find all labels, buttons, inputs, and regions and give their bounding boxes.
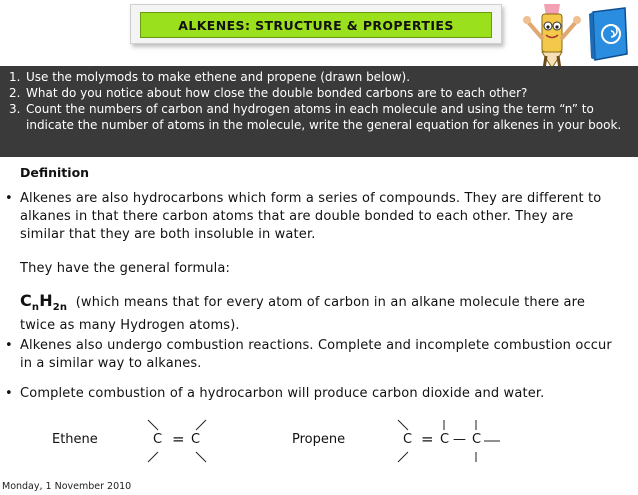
ethene-carbon-2: C xyxy=(191,432,201,447)
ethene-label: Ethene xyxy=(52,432,98,447)
instruction-text: Count the numbers of carbon and hydrogen atoms in each molecule and using the term “n” to indicate the number of atoms in the molecule, write the general equation for alkenes in your book. xyxy=(26,102,622,132)
page-title: ALKENES: STRUCTURE & PROPERTIES xyxy=(140,12,492,38)
instruction-item xyxy=(9,101,632,133)
ethene-hydrogen-bonds xyxy=(118,410,228,472)
general-formula: $C_nH_{2n}$ xyxy=(20,291,68,314)
instruction-number: 1. xyxy=(9,70,21,84)
propene-double-bond: = xyxy=(421,430,434,448)
bullet-para-combustion: • Alkenes also undergo combustion reactions. Complete and incomplete combustion occur in a similar way to alkanes. xyxy=(20,337,620,373)
general-formula-line xyxy=(20,292,620,335)
instruction-text: What do you notice about how close the double bonded carbons are to each other? xyxy=(26,86,528,100)
bullet-para-alkenes-definition: • Alkenes are also hydrocarbons which form a series of compounds. They are different to alkanes in that there carbon atoms that are double bonded to each other. They are similar that they are both insoluble in water. xyxy=(20,190,620,244)
general-formula-intro: They have the general formula: xyxy=(20,261,231,276)
propene-hydrogen-bonds xyxy=(368,410,510,472)
propene-single-bond: — xyxy=(453,432,466,447)
instruction-number: 3. xyxy=(9,102,21,116)
ethene-double-bond: = xyxy=(172,430,185,448)
propene-carbon-3: C xyxy=(472,432,482,447)
definition-heading: Definition xyxy=(20,165,90,180)
propene-label: Propene xyxy=(292,432,346,447)
propene-carbon-1: C xyxy=(403,432,413,447)
title-banner xyxy=(130,4,502,44)
formula-note: (which means that for every atom of carbon in an alkane molecule there are twice as many Hydrogen atoms). xyxy=(20,295,585,334)
instruction-text: Use the molymods to make ethene and propene (drawn below). xyxy=(26,70,411,84)
bullet-para-complete-combustion: • Complete combustion of a hydrocarbon will produce carbon dioxide and water. xyxy=(20,385,620,403)
instruction-item xyxy=(9,69,632,85)
instruction-number: 2. xyxy=(9,86,21,100)
instruction-item xyxy=(9,85,632,101)
book-icon xyxy=(585,6,631,62)
footer-date: Monday, 1 November 2010 xyxy=(2,481,132,492)
instructions-panel xyxy=(0,66,638,157)
ethene-carbon-1: C xyxy=(153,432,163,447)
propene-carbon-2: C xyxy=(440,432,450,447)
